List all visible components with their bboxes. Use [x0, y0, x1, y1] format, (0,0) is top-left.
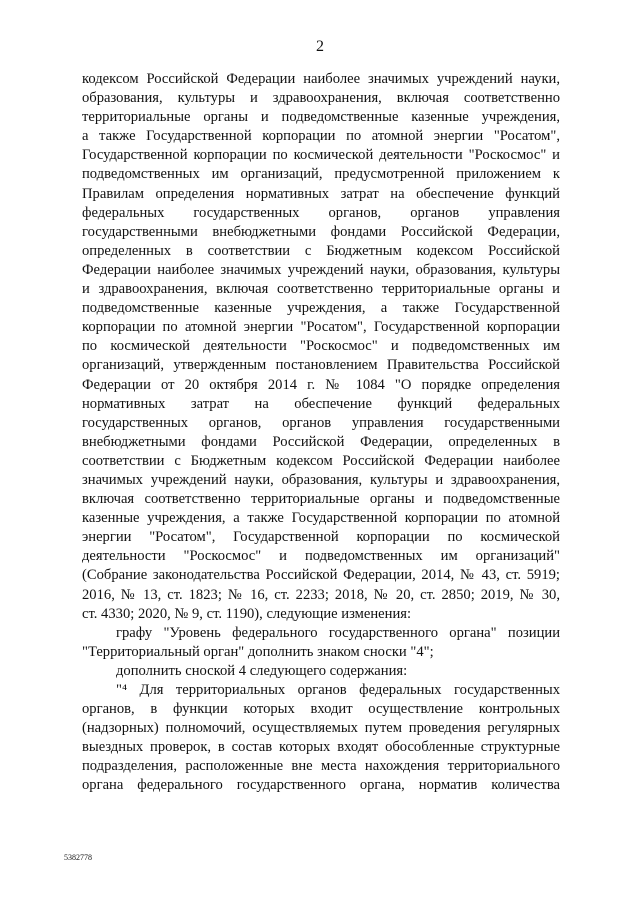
- text-line: государственных органов, органов управления государственными: [82, 414, 560, 431]
- text-line: государственными внебюджетными фондами Российской Федерации,: [82, 223, 560, 240]
- text-line: ст. 4330; 2020, № 9, ст. 1190), следующие изменения:: [82, 605, 412, 622]
- text-line: органов, в функции которых входит осуществление контрольных: [82, 701, 560, 718]
- text-line: энергии "Росатом", Государственной корпорации по космической: [82, 529, 560, 546]
- text-line: корпорации по атомной энергии "Росатом", Государственной корпорации: [82, 319, 560, 336]
- text-line: значимых учреждений науки, образования, культуры и здравоохранения,: [82, 471, 560, 488]
- text-line: по космической деятельности "Роскосмос" и подведомственных им: [82, 338, 560, 355]
- text-line: федеральных государственных органов, органов управления: [82, 204, 560, 221]
- text-line: "⁴ Для территориальных органов федеральных государственных: [116, 682, 560, 698]
- text-line: внебюджетными фондами Российской Федерации, определенных в: [82, 433, 560, 450]
- document-code: 5382778: [64, 853, 92, 862]
- text-line: Федерации от 20 октября 2014 г. № 1084 "О порядке определения: [82, 376, 560, 393]
- text-line: "Территориальный орган" дополнить знаком сноски "4";: [82, 643, 434, 660]
- text-line: графу "Уровень федерального государственного органа" позиции: [116, 624, 560, 641]
- text-line: организаций, утвержденным постановлением Правительства Российской: [82, 357, 560, 374]
- text-line: территориальные органы и подведомственные казенные учреждения,: [82, 109, 560, 126]
- text-line: дополнить сноской 4 следующего содержания:: [116, 662, 408, 679]
- text-line: и здравоохранения, включая соответственно территориальные органы и: [82, 281, 560, 298]
- text-line: нормативных затрат на обеспечение функций федеральных: [82, 395, 560, 412]
- text-line: а также Государственной корпорации по атомной энергии "Росатом",: [82, 128, 560, 145]
- text-line: кодексом Российской Федерации наиболее значимых учреждений науки,: [82, 71, 560, 87]
- text-line: Правилам определения нормативных затрат на обеспечение функций: [82, 185, 560, 202]
- text-line: включая соответственно территориальные органы и подведомственные: [82, 491, 560, 508]
- text-line: образования, культуры и здравоохранения, включая соответственно: [82, 90, 560, 107]
- text-line: Государственной корпорации по космической деятельности "Роскосмос" и: [82, 147, 560, 164]
- text-line: выездных проверок, в состав которых входят обособленные структурные: [82, 739, 560, 756]
- text-line: подразделения, расположенные вне места нахождения территориального: [82, 758, 560, 775]
- text-line: подведомственные казенные учреждения, а также Государственной: [82, 300, 560, 317]
- text-line: органа федерального государственного органа, норматив количества: [82, 777, 560, 794]
- body-text: [82, 70, 560, 796]
- text-line: деятельности "Роскосмос" и подведомственных им организаций": [82, 548, 560, 565]
- page-number: 2: [316, 38, 324, 55]
- text-line: (Собрание законодательства Российской Федерации, 2014, № 43, ст. 5919;: [82, 567, 560, 584]
- text-line: (надзорных) полномочий, осуществляемых путем проведения регулярных: [82, 720, 560, 737]
- text-line: соответствии с Бюджетным кодексом Российской Федерации наиболее: [82, 452, 560, 469]
- text-line: определенных в соответствии с Бюджетным кодексом Российской: [82, 242, 560, 259]
- text-line: Федерации наиболее значимых учреждений науки, образования, культуры: [82, 261, 560, 278]
- text-line: подведомственных им организаций, предусмотренной приложением к: [82, 166, 560, 183]
- text-line: 2016, № 13, ст. 1823; № 16, ст. 2233; 2018, № 20, ст. 2850; 2019, № 30,: [82, 586, 560, 603]
- text-line: казенные учреждения, а также Государственной корпорации по атомной: [82, 510, 560, 527]
